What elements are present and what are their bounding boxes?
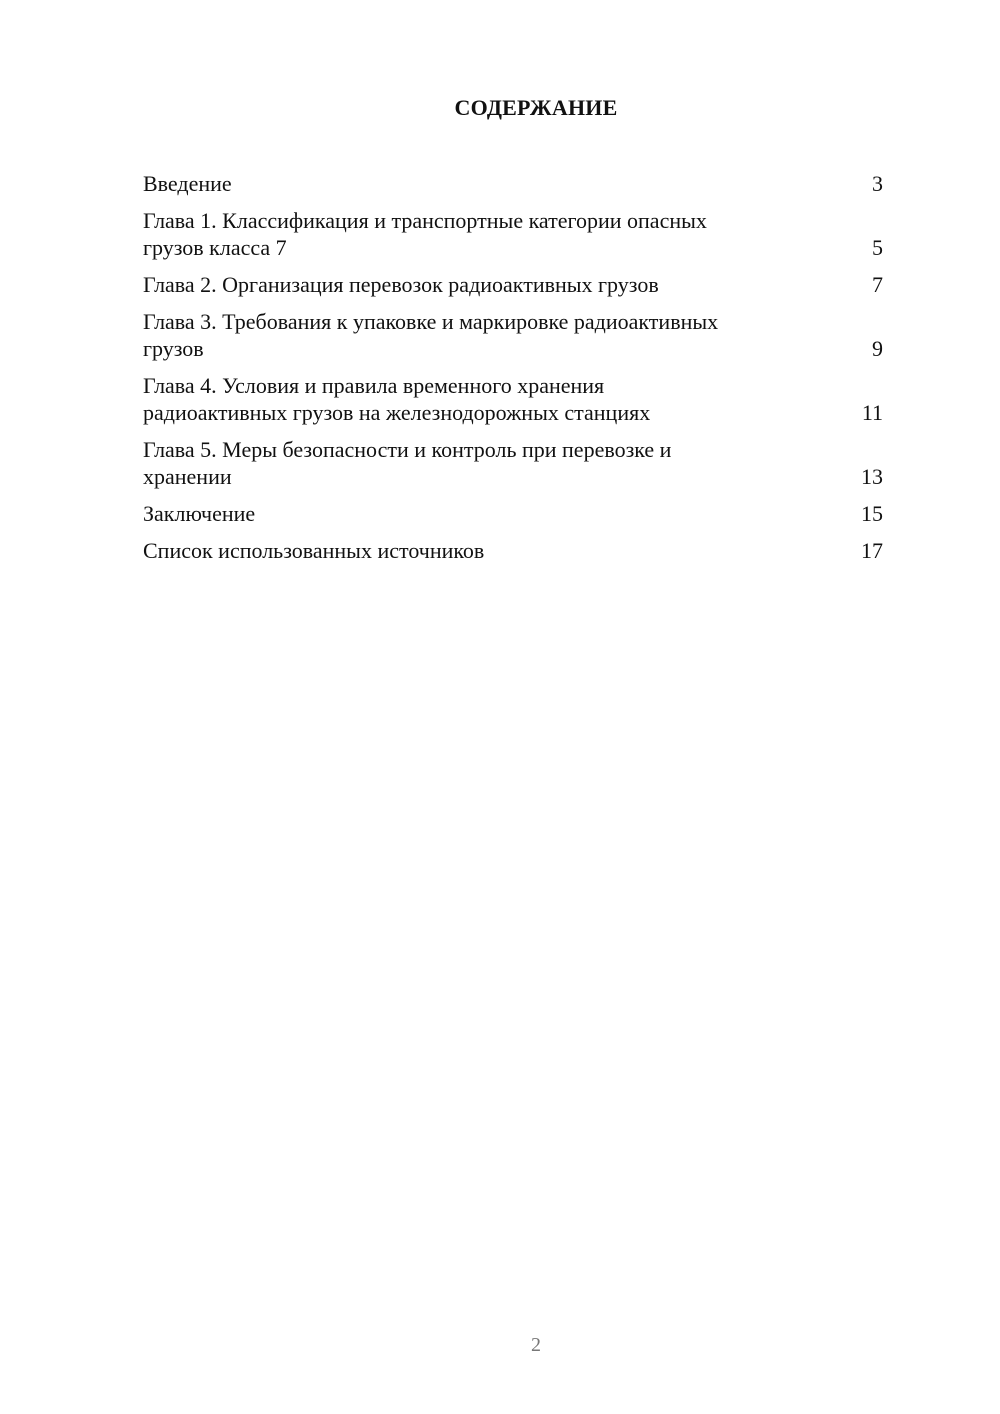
page-title: СОДЕРЖАНИЕ bbox=[454, 95, 618, 120]
toc-entry-introduction bbox=[143, 170, 919, 197]
toc-entry-text: Глава 5. Меры безопасности и контроль при перевозке и хранении bbox=[143, 437, 672, 489]
toc-entry-text: Глава 3. Требования к упаковке и маркировке радиоактивных грузов bbox=[143, 309, 719, 361]
toc-entry-chapter-5 bbox=[143, 436, 919, 490]
toc-entry-text: Введение bbox=[143, 171, 232, 196]
toc-entry-references bbox=[143, 537, 919, 564]
toc-entry-chapter-3 bbox=[143, 308, 919, 362]
toc-entry-page: 17 bbox=[861, 538, 883, 563]
table-of-contents bbox=[143, 170, 919, 574]
toc-entry-text: Глава 1. Классификация и транспортные категории опасных грузов класса 7 bbox=[143, 208, 707, 260]
toc-entry-page: 11 bbox=[861, 400, 883, 425]
toc-entry-text: Глава 4. Условия и правила временного хранения радиоактивных грузов на железнодорожных станциях bbox=[143, 373, 651, 425]
toc-entry-chapter-2 bbox=[143, 271, 919, 298]
toc-entry-page: 15 bbox=[861, 501, 883, 526]
toc-entry-chapter-1 bbox=[143, 207, 919, 261]
toc-entry-text: Список использованных источников bbox=[143, 538, 485, 563]
toc-entry-page: 9 bbox=[872, 336, 883, 361]
page-number: 2 bbox=[531, 1334, 541, 1356]
toc-entry-conclusion bbox=[143, 500, 919, 527]
toc-entry-chapter-4 bbox=[143, 372, 919, 426]
toc-entry-text: Глава 2. Организация перевозок радиоактивных грузов bbox=[143, 272, 659, 297]
toc-entry-page: 7 bbox=[872, 272, 883, 297]
toc-entry-page: 3 bbox=[872, 171, 883, 196]
toc-entry-page: 5 bbox=[872, 235, 883, 260]
toc-entry-page: 13 bbox=[861, 464, 883, 489]
toc-entry-text: Заключение bbox=[143, 501, 256, 526]
